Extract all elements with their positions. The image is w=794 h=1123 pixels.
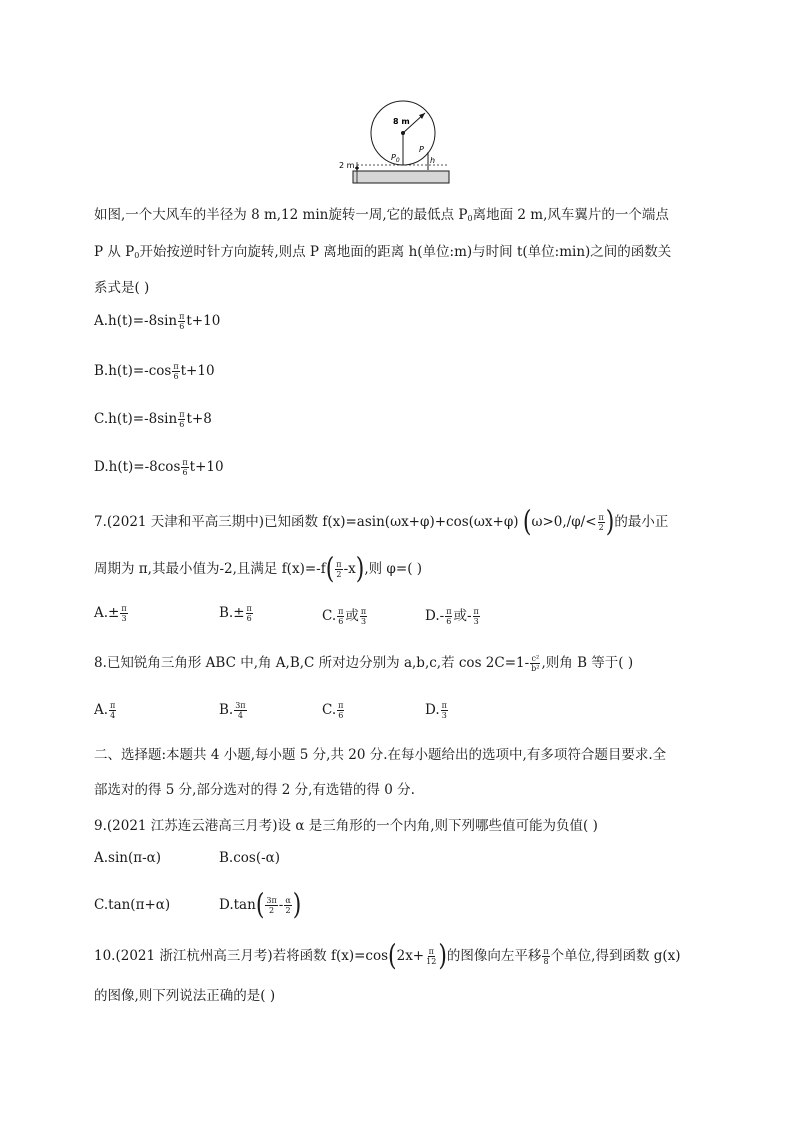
q7-line1: 7.(2021 天津和平高三期中)已知函数 f(x)=asin(ωx+φ)+cos(ωx+φ) (ω>0,/φ/< $\frac{\pi}{2}$ )的最小正 [94, 506, 669, 539]
windmill-figure [335, 100, 460, 188]
q6-option-c[interactable]: C.h(t)=-8sin $\frac{\pi}{6}$ t+8 [94, 410, 212, 429]
q8-option-b[interactable]: B. $\frac{3\pi}{4}$ [219, 701, 246, 720]
q10-line1: 10.(2021 浙江杭州高三月考)若将函数 f(x)=cos(2x+ $\frac{\pi}{12}$ )的图像向左平移 $\frac{\pi}{8}$ 个单位,得到函数 g(x) [94, 940, 681, 973]
q8-option-c[interactable]: C. $\frac{\pi}{6}$ [322, 701, 344, 720]
section2-line1: 二、选择题:本题共 4 小题,每小题 5 分,共 20 分.在每小题给出的选项中,有多项符合题目要求.全 [94, 747, 667, 763]
q7-option-b[interactable]: B.± $\frac{\pi}{6}$ [219, 604, 252, 623]
p-label: P [419, 145, 424, 154]
p0-label: $P_0$ [391, 153, 400, 164]
q7-option-c[interactable]: C. $\frac{\pi}{6}$ 或 $\frac{\pi}{3}$ [322, 607, 367, 626]
q8-line: 8.已知锐角三角形 ABC 中,角 A,B,C 所对边分别为 a,b,c,若 cos 2C=1- $\frac{\text{c²}}{\text{b²}}$ ,则角 B 等于( ) [94, 654, 634, 673]
q7-line2: 周期为 π,其最小值为-2,且满足 f(x)=-f( $\frac{\pi}{2}$ -x),则 φ=( ) [94, 553, 423, 586]
q6-line1: 如图,一个大风车的半径为 8 m,12 min旋转一周,它的最低点 $P_0$离地面 2 m,风车翼片的一个端点 [94, 207, 669, 223]
q9-option-d[interactable]: D.tan( $\frac{3\pi}{2}$ - $\frac{\alpha}{2}$ ) [219, 889, 302, 922]
q9-option-b[interactable]: B.cos(-α) [219, 850, 281, 866]
radius-label: 8 m [393, 117, 410, 126]
q9-option-a[interactable]: A.sin(π-α) [94, 850, 162, 866]
q6-line3: 系式是( ) [94, 280, 150, 296]
q8-option-d[interactable]: D. $\frac{\pi}{3}$ [425, 701, 447, 720]
q7-option-a[interactable]: A.± $\frac{\pi}{3}$ [94, 604, 127, 623]
q6-line2: P 从 $P_0$开始按逆时针方向旋转,则点 P 离地面的距离 h(单位:m)与时间 t(单位:min)之间的函数关 [94, 244, 672, 260]
q9-line: 9.(2021 江苏连云港高三月考)设 α 是三角形的一个内角,则下列哪些值可能为负值( ) [94, 818, 598, 834]
ground-label: 2 m [339, 161, 355, 170]
section2-line2: 部选对的得 5 分,部分选对的得 2 分,有选错的得 0 分. [94, 782, 415, 798]
q9-option-c[interactable]: C.tan(π+α) [94, 897, 171, 913]
q8-option-a[interactable]: A. $\frac{\pi}{4}$ [94, 701, 116, 720]
q10-line2: 的图像,则下列说法正确的是( ) [94, 988, 276, 1004]
q6-option-b[interactable]: B.h(t)=-cos $\frac{\pi}{6}$ t+10 [94, 362, 215, 381]
q6-option-a[interactable]: A.h(t)=-8sin $\frac{\pi}{6}$ t+10 [94, 312, 221, 331]
q6-option-d[interactable]: D.h(t)=-8cos $\frac{\pi}{6}$ t+10 [94, 458, 224, 477]
ground-block [353, 171, 449, 183]
q7-option-d[interactable]: D.- $\frac{\pi}{6}$ 或- $\frac{\pi}{3}$ [425, 607, 479, 626]
h-label: h [430, 156, 436, 165]
